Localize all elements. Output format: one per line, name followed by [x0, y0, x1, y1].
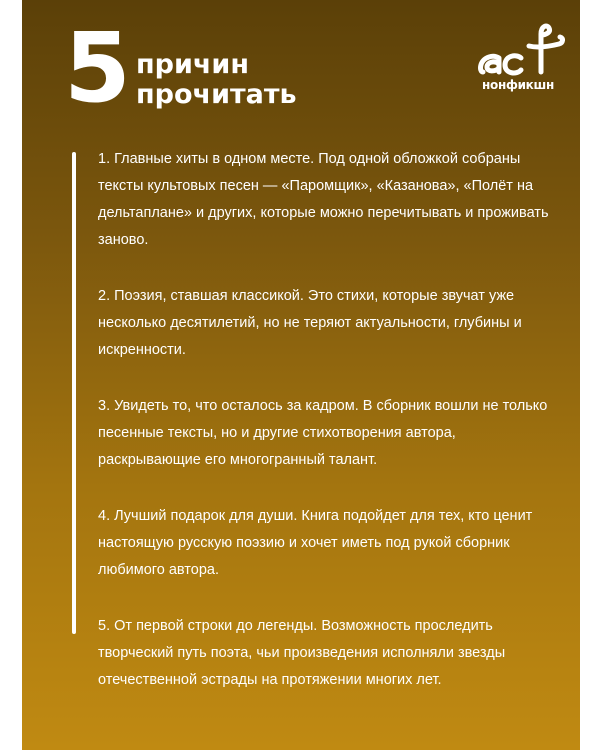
headline-title	[136, 50, 297, 110]
reason-item: 1. Главные хиты в одном месте. Под одной обложкой собраны тексты культовых песен — «Паромщик», «Казанова», «Полёт на дельтаплане» и других, которые можно перечитывать и проживать заново.	[98, 151, 549, 248]
reason-item: 3. Увидеть то, что осталось за кадром. В сборник вошли не только песенные тексты, но и другие стихотворения автора, раскрывающие его многогранный талант.	[98, 398, 548, 468]
ast-logo-icon	[477, 20, 565, 82]
reason-item: 5. От первой строки до легенды. Возможность проследить творческий путь поэта, чьи произведения исполняли звезды отечественной эстрады на протяжении многих лет.	[98, 618, 506, 688]
promo-card	[22, 0, 580, 750]
reason-item: 2. Поэзия, ставшая классикой. Это стихи, которые звучат уже несколько десятилетий, но не теряют актуальности, глубины и искренности.	[98, 288, 522, 358]
publisher-logo	[477, 20, 565, 100]
headline-line-2: прочитать	[136, 79, 297, 110]
headline-line-1: причин	[136, 49, 250, 80]
publisher-logo-subtitle: нонфикшн	[482, 78, 554, 92]
reasons-list	[98, 146, 560, 723]
reason-item: 4. Лучший подарок для души. Книга подойдет для тех, кто ценит настоящую русскую поэзию и хочет иметь под рукой сборник любимого автора.	[98, 508, 533, 578]
accent-bar	[72, 152, 76, 634]
headline-number: 5	[64, 12, 129, 124]
